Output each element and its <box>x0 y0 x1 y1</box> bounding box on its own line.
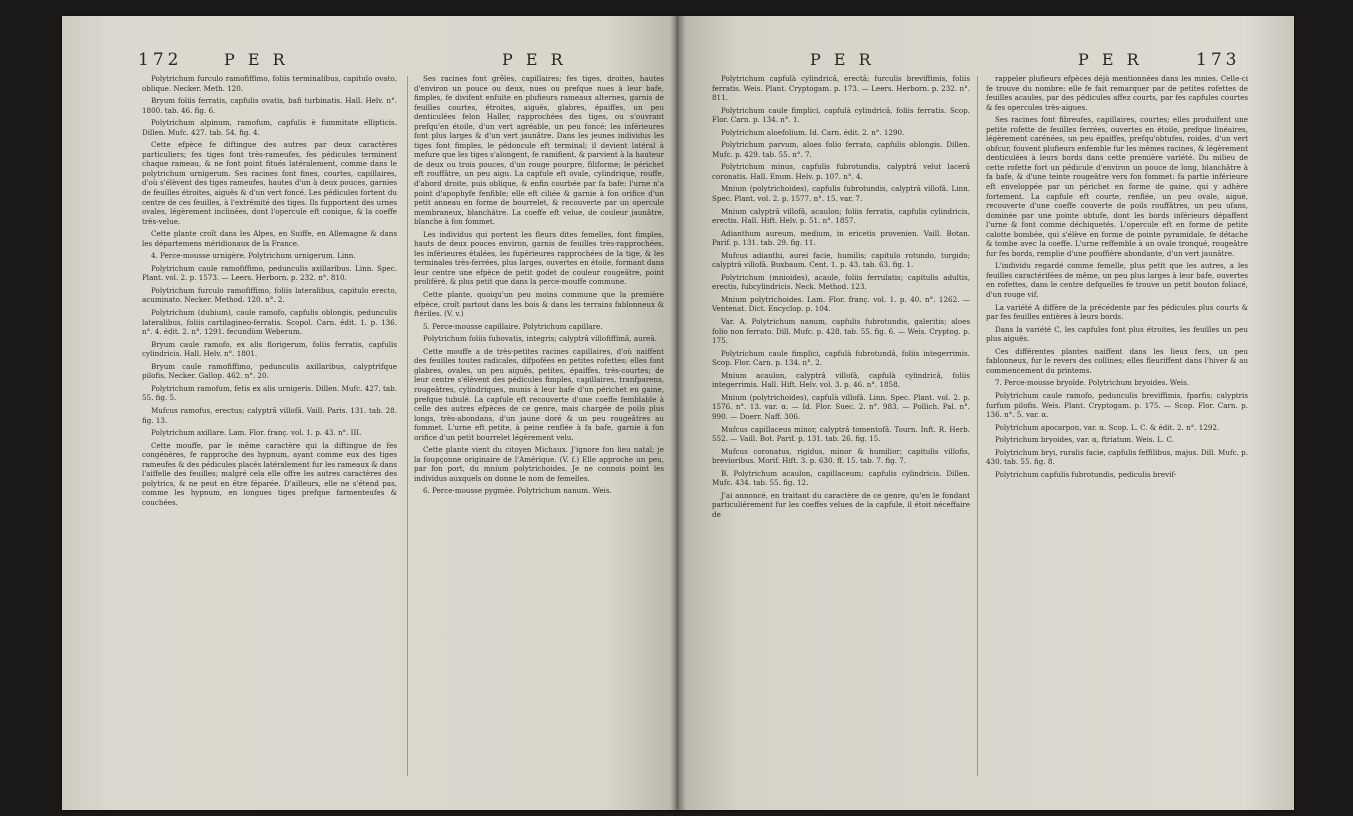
paragraph: Var. A. Polytrichum nanum, capfulis fubrotundis, galeritis; aloes folio non ferrato. Dill. Mufc. p. 428. tab. 55. fig. 6. — Weis. Cryptog. p. 175. <box>712 317 970 346</box>
page-number-right: 173 <box>1196 50 1241 70</box>
paragraph: Polytrichum bryi, ruralis facie, capfulis feffilibus, majus. Dill. Mufc. p. 430. tab. 55. fig. 8. <box>986 447 1248 467</box>
paragraph: Polytrichum axillare. Lam. Flor. franç. vol. 1. p. 43. n°. III. <box>151 428 362 438</box>
paragraph: rappeler plufieurs efpèces déjà mentionnées dans les mnies. Celle-ci fe trouve du nombre: elle fe fait remarquer par de petites rofettes de feuilles acaules, par des pédicules affez courts, par fes capfules courtes & fes opercules très-aigues. <box>986 74 1248 112</box>
paragraph: Polytrichum bryoides, var. α, ftriatum. Weis. L. C. <box>995 435 1174 445</box>
running-head-left-a: P E R <box>224 50 289 69</box>
paragraph: Mufcus ramofus, erectus; calyptrâ villofâ. Vaill. Paris. 131. tab. 28. fig. 13. <box>142 405 397 425</box>
paragraph: Cette mouffe, par le même caractère qui la diftingue de fes congénères, fe rapproche des hypnum, ayant comme eux des tiges rameufes & des pédicules placés latéralement fur les rameaux & dans l'aiffelle des feuilles; malgré cela elle offre les autres caractères des polytrics, & ne peut en être féparée. D'ailleurs, elle ne s'étend pas, comme les hypnum, en longues tiges prefque farmenteufes & couchées. <box>142 440 397 507</box>
paragraph: Polytrichum alpinum, ramofum, capfulis è fummitate ellipticis. Dillen. Mufc. 427. tab. 54. fig. 4. <box>142 118 397 137</box>
paragraph: Les individus qui portent les fleurs dites femelles, font fimples, hauts de deux pouces environ, garnis de feuilles très-rapprochées, les inférieures étalées, les fupérieures rapprochées de la tige, & les terminales très-ferrées, plus larges, ouvertes en étoile, formant dans leur centre une efpèce de petit godet de couleur rougeâtre, point proliféré, & plus petit que dans la perce-mouffe commune. <box>414 229 664 287</box>
paragraph: L'individu regardé comme femelle, plus petit que les autres, a les feuilles caractérifées de même, un peu plus larges à leur bafe, ouvertes en rofettes, dans le centre defquelles fe trouve un petit bouton foliacé, d'un rouge vif. <box>986 261 1248 300</box>
paragraph: Mnium polytrichoides. Lam. Flor. franç. vol. 1. p. 40. n°. 1262. — Ventenat. Dict. Encyclop. p. 104. <box>712 294 970 314</box>
paragraph: Polytrichum capfulà cylindricâ, erectâ; furculis breviffimis, foliis ferratis. Weis. Plant. Cryptogam. p. 173. — Leers. Herborn. p. 232. n°. 811. <box>712 74 970 103</box>
paragraph: 5. Perce-mousse capillaire. Polytrichum capillare. <box>423 321 603 331</box>
paragraph: Polytrichum (dubium), caule ramofo, capfulis oblongis, pedunculis lateralibus, foliis cartilagineo-ferratis. Scopol. Carn. édit. 1. p. 136. n°. 4. édit. 2. n°. 1291. fecundùm Weberum. <box>142 308 397 337</box>
paragraph: Ses racines font grêles, capillaires; fes tiges, droites, hautes d'environ un pouce ou deux, nues ou prefque nues à leur bafe, fimples, fe divifent enfuite en plufieurs rameaux alternes, garnis de feuilles courtes, étroites, aiguës, glabres, épaiffes, un peu denticulées felon Haller, rapprochées des tiges, ou s'ouvrant prefqu'en étoile, d'un vert agréable, un peu foncé; les inférieures font plus larges & d'un vert jaunâtre. Dans les jeunes individus les tiges font fimples, le pédoncule eft terminal; il devient latéral à mefure que les tiges s'alongent, fe ramifient, & parvient à la hauteur de deux ou trois pouces, d'un rouge pourpre, filiforme; le périchet eft rouffâtre, un peu aigu. La capfule eft ovale, cylindrique, rouffe, d'abord droite, puis oblique, & enfin courbée par fa bafe: l'urne n'a point d'apophyfe fenfible; elle eft ciliée & garnie à fon orifice d'un petit anneau en forme de bourrelet, & recouverte par un opercule membraneux, blanchâtre. La coeffe eft velue, de couleur jaunâtre, blanche à fon fommet. <box>414 74 664 227</box>
right-page <box>678 16 1294 810</box>
paragraph: Polytrichum ramofum, fetis ex alis urnigeris. Dillen. Mufc. 427. tab. 55. fig. 5. <box>142 383 397 403</box>
paragraph: Polytrichum (mnioides), acaule, foliis ferrulatis; capitulis adultis, erectis, fubcylindricis. Neck. Method. 123. <box>712 272 970 292</box>
page-number-left: 172 <box>138 50 183 70</box>
paragraph: Mufcus adianthi, aurei facie, humilis; capitulo rotundo, turgido; calyptrâ villofâ. Buxbaum. Cent. 1. p. 43. tab. 63. fig. 1. <box>712 250 970 270</box>
paragraph: Polytrichum caule fimplici, capfulà cylindricâ, foliis ferratis. Scop. Flor. Carn. p. 134. n°. 1. <box>712 105 970 125</box>
left-page-column-2 <box>414 74 664 804</box>
paragraph: Polytrichum caule fimplici, capfulà fubrotundâ, foliis integerrimis. Scop. Flor. Carn. p. 134. n°. 2. <box>712 348 970 368</box>
paragraph: B. Polytrichum acaulon, capillaceum; capfulis cylindricis. Dillen. Mufc. 434. tab. 55. fig. 12. <box>712 468 970 488</box>
paragraph: Bryum caule ramofiffimo, pedunculis axillaribus, calyptrifque pilofis. Necker. Gallop. 462. n°. 20. <box>142 361 397 381</box>
paragraph: Polytrichum capfulis fubrotundis, pediculis brevif- <box>995 469 1177 479</box>
column-divider <box>407 76 408 776</box>
paragraph: Polytrichum foliis fubovatis, integris; calyptrâ villofiffimâ, aureâ. <box>423 334 657 344</box>
paragraph: Dans la variété C, les capfules font plus étroites, les feuilles un peu plus aiguës. <box>986 324 1248 344</box>
paragraph: Adianthum aureum, medium, in ericetis provenien. Vaill. Botan. Parif. p. 131. tab. 29. fig. 11. <box>712 228 970 248</box>
paragraph: Polytrichum furculo ramofiffimo, foliis terminalibus, capitulo ovato, oblique. Necker. Meth. 120. <box>142 74 397 93</box>
running-head-left-b: P E R <box>502 50 567 69</box>
paragraph: Cette plante vient du citoyen Michaux. J'ignore fon lieu natal; je la foupçonne originaire de l'Amérique. (V. f.) Elle approche un peu, par fon port, du mnium polytrichoides. Je ne connois point les individus auxquels on donne le nom de femelles. <box>414 445 664 483</box>
paragraph: Polytrichum minus, capfulis fubrotundis, calyptrâ velut lacerâ coronatis. Hall. Enum. Helv. p. 107. n°. 4. <box>712 162 970 181</box>
paragraph: 6. Perce-mousse pygmée. Polytrichum nanum. Weis. <box>423 486 612 496</box>
right-page-column-1 <box>712 74 970 804</box>
book-gutter <box>670 16 686 810</box>
paragraph: Polytrichum caule ramofo, pedunculis breviffimis, fparfis; calyptris furfum pilofis. Weis. Plant. Cryptogam. p. 175. — Scop. Flor. Carn. p. 136. n°. 5. var. α. <box>986 390 1248 420</box>
paragraph: Cette efpèce fe diftingue des autres par deux caractères particuliers; fes tiges font très-rameufes, fes pédicules terminent chaque rameau, & ne font point fitués latéralement, comme dans le polytrichum urnigerum. Ses racines font fines, courtes, capillaires, d'où s'élèvent des tiges rameufes, hautes d'un à deux pouces, garnies de feuilles étroites, aiguës & d'un vert foncé. Les pédicules fortent du centre de ces feuilles, à l'extrémité des tiges. Ils fupportent des urnes ovales, légèrement inclinées, dont l'opercule eft conique, & la coeffe très-velue. <box>142 140 397 226</box>
paragraph: Bryum caule ramofo, ex alis florigerum, foliis ferratis, capfulis cylindricis. Hall. Helv. n°. 1801. <box>142 339 397 359</box>
column-divider <box>977 76 978 776</box>
paragraph: Polytrichum caule ramofiffimo, pedunculis axillaribus. Linn. Spec. Plant. vol. 2. p. 1573. — Leers. Herborn. p. 232. n°. 810. <box>142 263 397 283</box>
paragraph: Mnium (polytrichoides), capfulis fubrotundis, calyptrâ villofâ. Linn. Spec. Plant. vol. 2. p. 1577. n°. 15. var. 7. <box>712 184 970 204</box>
paragraph: Mufcus coronatus, rigidus, minor & humilior; capitulis villofis, brevioribus. Morif. Hift. 3. p. 630. ff. 15. tab. 7. fig. 7. <box>712 446 970 466</box>
paragraph: Cette plante croît dans les Alpes, en Suiffe, en Allemagne & dans les départemens méridionaux de la France. <box>142 229 397 248</box>
paragraph: 4. Perce-mousse urnigère. Polytrichum urnigerum. Linn. <box>151 251 356 261</box>
paragraph: Polytrichum parvum, aloes folio ferrato, capfulis oblongis. Dillen. Mufc. p. 429. tab. 55. n°. 7. <box>712 140 970 159</box>
open-book <box>62 16 1294 810</box>
left-page <box>62 16 678 810</box>
paragraph: Cette plante, quoiqu'un peu moins commune que la première efpèce, croît partout dans les bois & dans les terrains fablonneux & ftériles. (V. v.) <box>414 290 664 319</box>
paragraph: Ces différentes plantes naiffent dans les lieux fecs, un peu fablonneux, fur le revers des collines; elles fleuriffent dans l'hiver & au commencement du printems. <box>986 346 1248 375</box>
paragraph: La variété A diffère de la précédente par fes pédicules plus courts & par fes feuilles entières à leurs bords. <box>986 302 1248 322</box>
running-head-right-a: P E R <box>810 50 875 69</box>
paragraph: 7. Perce-mousse bryoïde. Polytrichum bryoides. Weis. <box>995 378 1190 388</box>
paragraph: J'ai annoncé, en traitant du caractère de ce genre, qu'en le fondant particuliérement fur les coeffes velues de la capfule, il étoit néceffaire de <box>712 490 970 519</box>
paragraph: Mufcus capillaceus minor, calyptrâ tomentofâ. Tourn. Inft. R. Herb. 552. — Vaill. Bot. Parif. p. 131. tab. 26. fig. 15. <box>712 424 970 444</box>
paragraph: Ses racines font fibreufes, capillaires, courtes; elles produifent une petite rofette de feuilles ferrées, ouvertes en étoile, prefque linéaires, légèrement carénées, un peu épaiffes, prefqu'obtufes, roides, d'un vert obfcur, fouvent plufieurs enfemble fur les mêmes racines, & légèrement denticulées à leurs bords dans cette première variété. Du milieu de cette rofette fort un pédicule d'environ un pouce de long, blanchâtre à fa bafe, & d'une teinte rougeâtre vers fon fommet: fa partie inférieure eft enveloppée par un périchet en forme de gaine, qui y adhère fortement. La capfule eft courte, renflée, un peu ovale, aiguë, recouverte d'une coeffe couverte de poils rouffâtres, un peu ufans, dominée par une pointe obtufe, dont les bords inférieurs dépaffent l'urne & font comme déchiquetés. L'opercule eft en forme de petite calotte bombée, qui s'élève en forme de pointe pyramidale, fe détache & tombe avec la coeffe. L'urne reffemble à un ovale tronqué, rougeâtre fur fes bords, remplie d'une pouffière abondante, d'un vert jaunâtre. <box>986 115 1248 258</box>
running-head-right-b: P E R <box>1078 50 1143 69</box>
paragraph: Polytrichum furculo ramofiffimo, foliis lateralibus, capitulo erecto, acuminato. Necker. Method. 120. n°. 2. <box>142 285 397 305</box>
paragraph: Cette mouffe a de très-petites racines capillaires, d'où naiffent des feuilles toutes radicales, difpofées en petites rofettes; elles font glabres, ovales, un peu aiguës, petites, épaiffes, très-courtes; de leur centre s'élèvent des pédicules fimples, capillaires, tranfparens, rougeâtres, cylindriques, munis à leur bafe d'un périchet en gaine, prefque tubulé. La capfule eft recouverte d'une coeffe femblable à celle des autres efpèces de ce genre, mais chargée de poils plus longs, très-abondans, d'un jaune doré & un peu rougeâtres au fommet. L'urne eft petite, à peine renflée à fa bafe, garnie à fon orifice d'un petit bourrelet légèrement velu. <box>414 346 664 442</box>
left-page-column-1 <box>142 74 397 804</box>
paragraph: Mnium acaulon, calyptrâ villofâ, capfulà cylindricâ, foliis integerrimis. Hall. Hift. Helv. vol. 3. p. 46. n°. 1858. <box>712 370 970 390</box>
paragraph: Mnium calyptrâ villofâ, acaulon; foliis ferratis, capfulis cylindricis, erectis. Hall. Hift. Helv. p. 51. n°. 1857. <box>712 206 970 226</box>
paragraph: Mnium (polytrichoides), capfulà villofâ. Linn. Spec. Plant. vol. 2. p. 1576. n°. 13. var. α. — Id. Flor. Suec. 2. n°. 983. — Pollich. Pal. n°. 990. — Doerr. Naff. 306. <box>712 392 970 421</box>
paragraph: Polytrichum aloefolium. Id. Carn. édit. 2. n°. 1290. <box>721 127 905 137</box>
paragraph: Bryum foliis ferratis, capfulis ovatis, bafi turbinatis. Hall. Helv. n°. 1800. tab. 46. fig. 6. <box>142 96 397 115</box>
paragraph: Polytrichum apocarpon, var. α. Scop. L. C. & édit. 2. n°. 1292. <box>995 422 1220 432</box>
right-page-column-2 <box>986 74 1248 804</box>
